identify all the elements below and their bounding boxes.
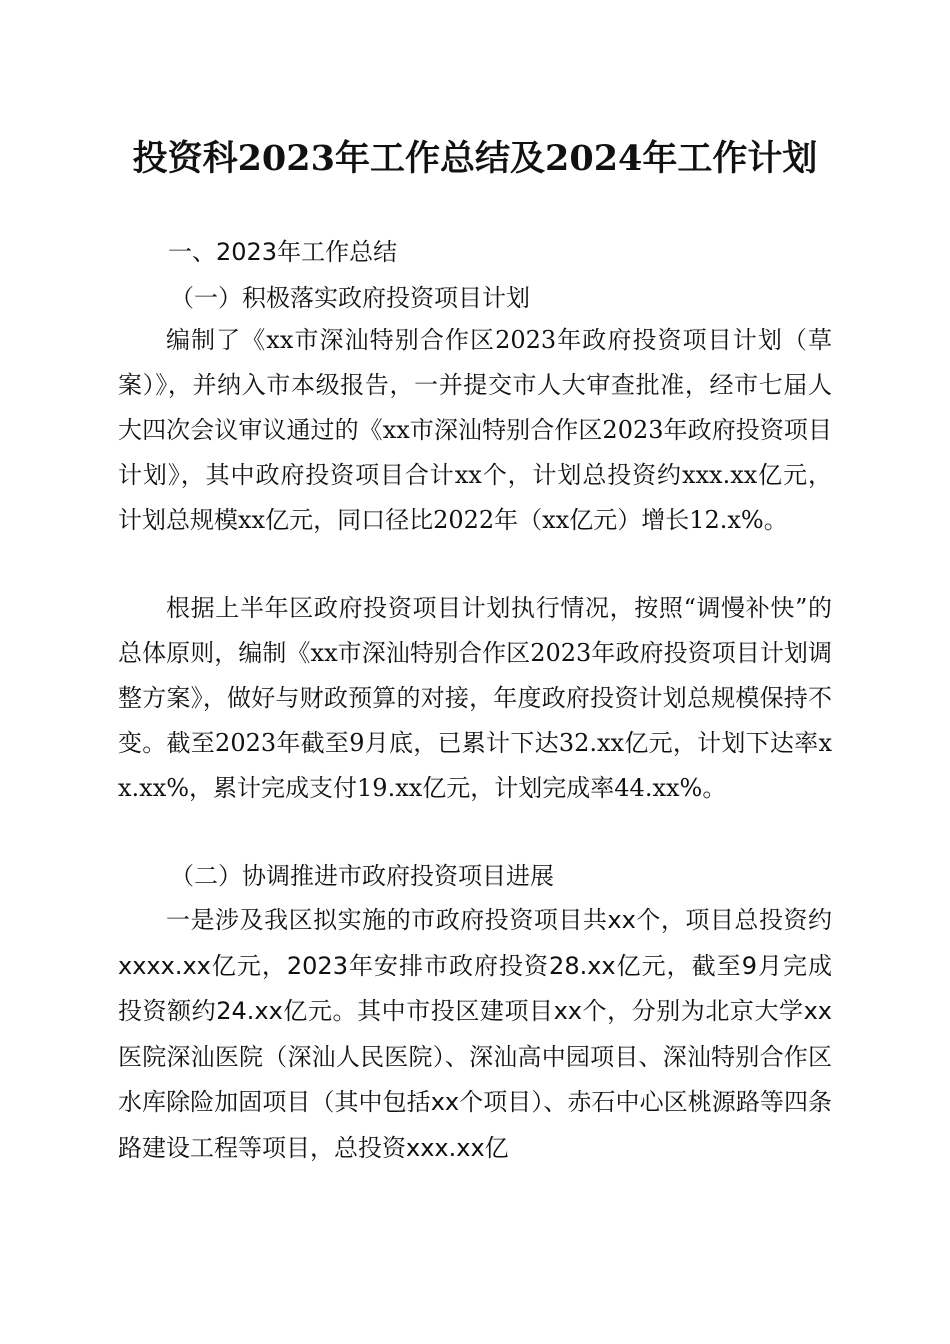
section-heading-work-summary: 一、2023年工作总结	[168, 238, 398, 266]
subsection-heading-municipal-projects: （二）协调推进市政府投资项目进展	[170, 862, 554, 890]
subsection-heading-investment-plan: （一）积极落实政府投资项目计划	[170, 284, 530, 312]
paragraph-municipal-projects: 一是涉及我区拟实施的市政府投资项目共xx个，项目总投资约xxxx.xx亿元，2023年安排市政府投资28.xx亿元，截至9月完成投资额约24.xx亿元。其中市投区建项目xx个，分别为北京大学xx医院深汕医院（深汕人民医院）、深汕高中园项目、深汕特别合作区水库除险加固项目（其中包括xx个项目）、赤石中心区桃源路等四条路建设工程等项目，总投资xxx.xx亿	[118, 906, 832, 1162]
paragraph-plan-adjustment: 根据上半年区政府投资项目计划执行情况，按照“调慢补快”的总体原则，编制《xx市深汕特别合作区2023年政府投资项目计划调整方案》，做好与财政预算的对接，年度政府投资计划总规模保持不变。截至2023年截至9月底，已累计下达32.xx亿元，计划下达率xx.xx%，累计完成支付19.xx亿元，计划完成率44.xx%。	[118, 594, 832, 802]
document-title: 投资科2023年工作总结及2024年工作计划	[132, 138, 818, 179]
paragraph-plan-compilation: 编制了《xx市深汕特别合作区2023年政府投资项目计划（草案）》，并纳入市本级报告，一并提交市人大审查批准，经市七届人大四次会议审议通过的《xx市深汕特别合作区2023年政府投资项目计划》，其中政府投资项目合计xx个，计划总投资约xxx.xx亿元，计划总规模xx亿元，同口径比2022年（xx亿元）增长12.x%。	[118, 326, 832, 534]
